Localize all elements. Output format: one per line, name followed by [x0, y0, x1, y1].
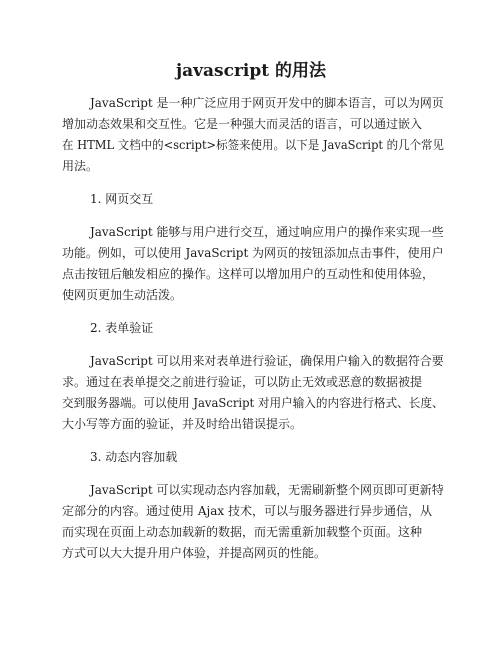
- section-line: JavaScript 能够与用户进行交互，通过响应用户的操作来实现一些: [90, 225, 444, 239]
- section-line: 定部分的内容。通过使用 Ajax 技术，可以与服务器进行异步通信，从: [62, 504, 432, 518]
- section-line: 使网页更加生动活泼。: [62, 288, 183, 302]
- section-line: JavaScript 可以实现动态内容加载，无需刷新整个网页即可更新特: [90, 483, 444, 497]
- document-title: javascript 的用法: [175, 61, 327, 81]
- section-line: 交到服务器端。可以使用 JavaScript 对用户输入的内容进行格式、长度、: [62, 396, 444, 410]
- section-line: JavaScript 可以用来对表单进行验证，确保用户输入的数据符合要: [90, 354, 444, 368]
- section-heading: 3. 动态内容加载: [90, 450, 178, 464]
- section-line: 功能。例如，可以使用 JavaScript 为网页的按钮添加点击事件，使用户: [62, 246, 444, 260]
- intro-line: 用法。: [62, 159, 99, 173]
- section-line: 而实现在页面上动态加载新的数据，而无需重新加载整个页面。这种: [62, 525, 423, 539]
- section-line: 点击按钮后触发相应的操作。这样可以增加用户的互动性和使用体验，: [62, 267, 435, 281]
- intro-line: 增加动态效果和交互性。它是一种强大而灵活的语言，可以通过嵌入: [62, 117, 423, 131]
- section-line: 方式可以大大提升用户体验，并提高网页的性能。: [62, 546, 327, 560]
- intro-line: 在 HTML 文档中的<script>标签来使用。以下是 JavaScript 的几个常见: [62, 138, 444, 152]
- section-heading: 1. 网页交互: [90, 192, 154, 206]
- intro-line: JavaScript 是一种广泛应用于网页开发中的脚本语言，可以为网页: [90, 96, 444, 110]
- section-heading: 2. 表单验证: [90, 321, 154, 335]
- section-line: 大小写等方面的验证，并及时给出错误提示。: [62, 417, 303, 431]
- section-line: 求。通过在表单提交之前进行验证，可以防止无效或恶意的数据被提: [62, 375, 423, 389]
